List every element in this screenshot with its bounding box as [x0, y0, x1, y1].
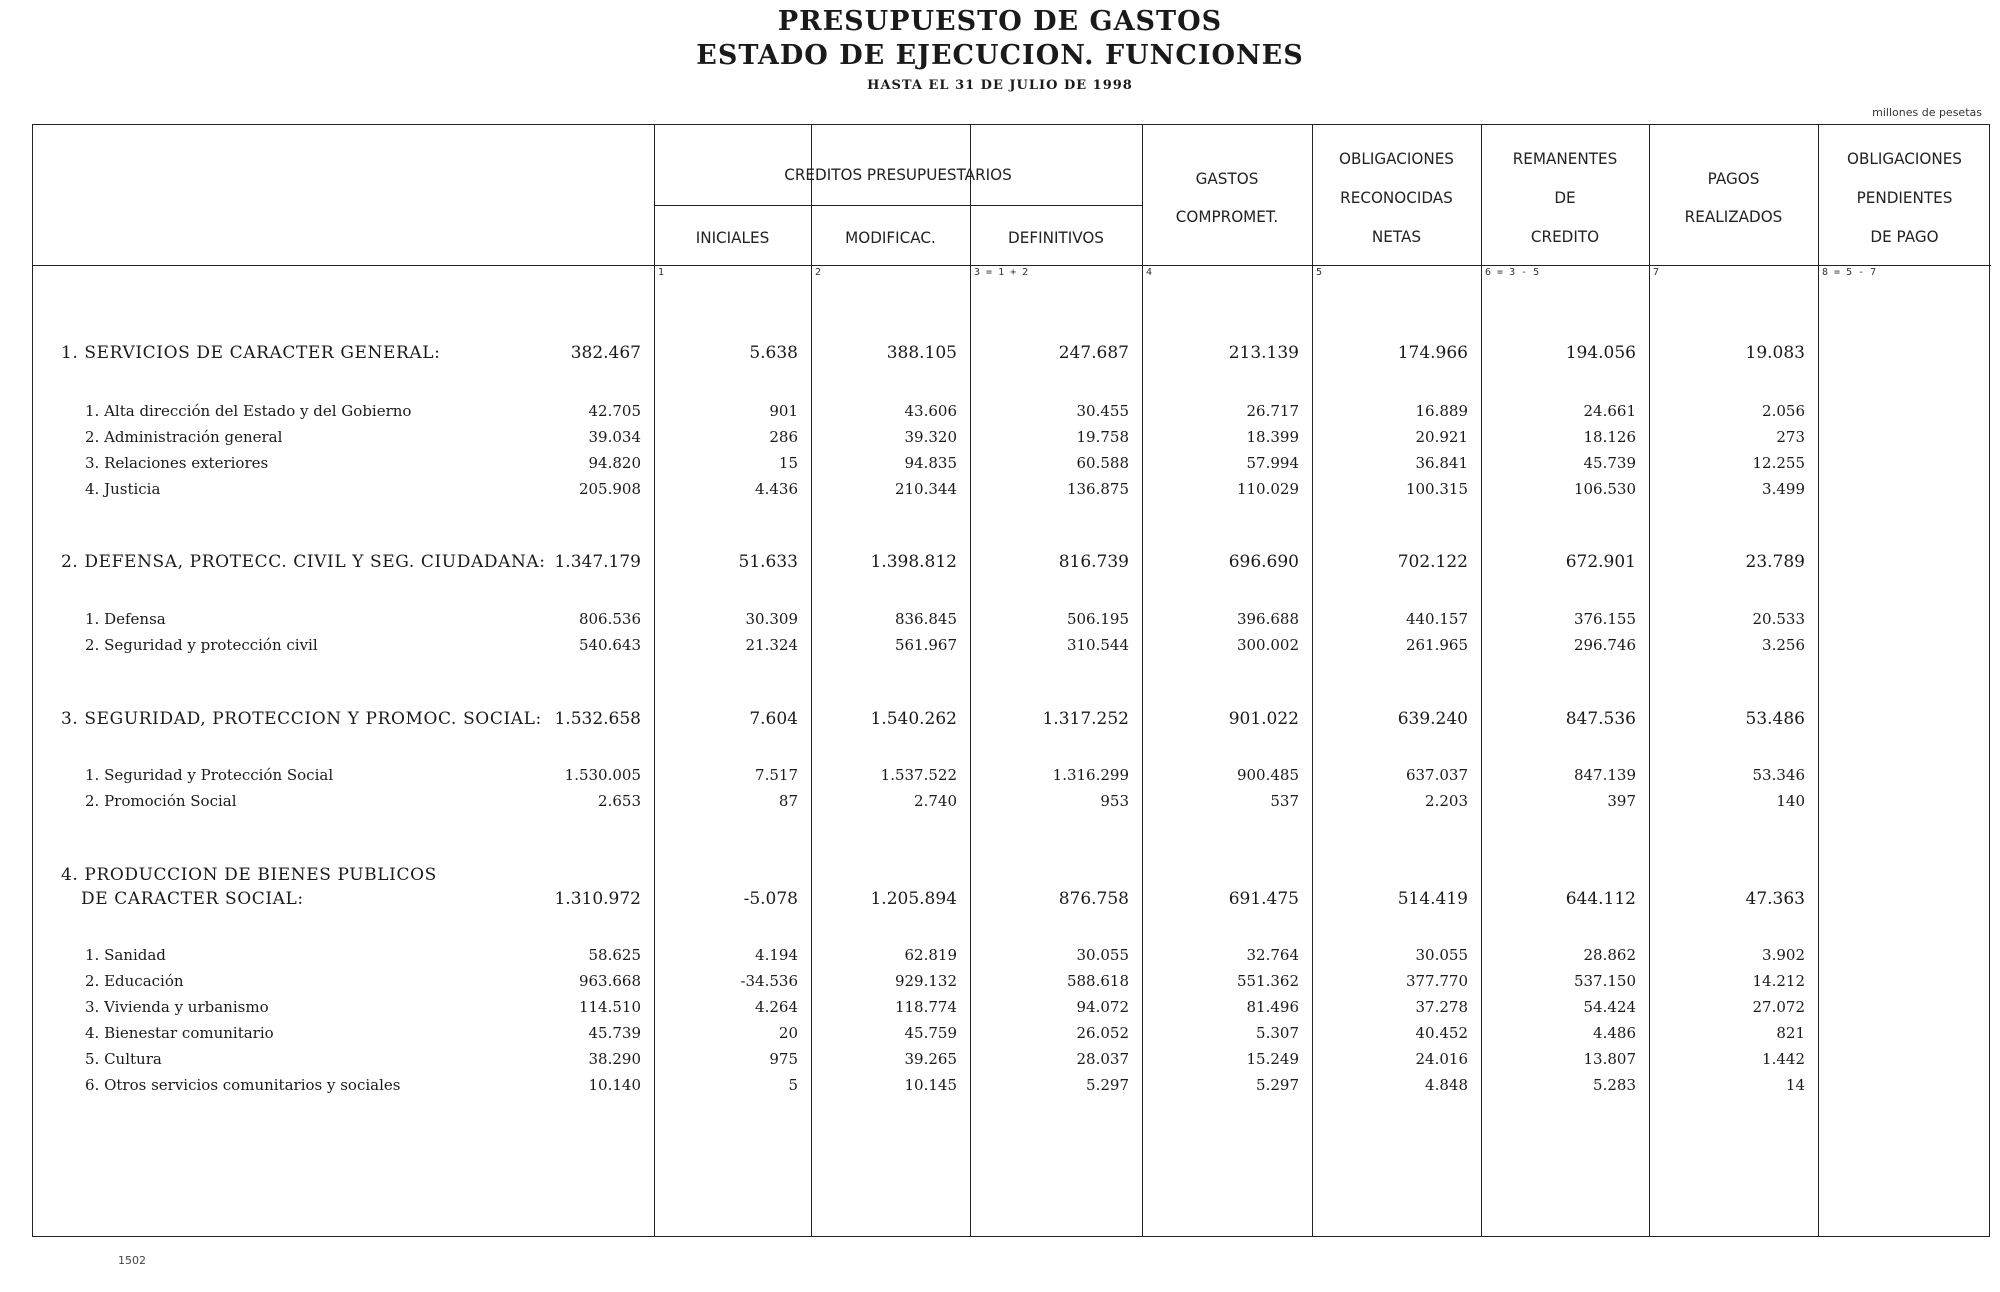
cell-pagos: 106.530: [1573, 480, 1636, 498]
cell-remanentes: 16.889: [1415, 402, 1468, 420]
cell-definitivos: 45.759: [904, 1024, 957, 1042]
table-row: [33, 946, 1991, 968]
header-de: DE: [1554, 188, 1576, 207]
cell-obligaciones: 5.307: [1256, 1024, 1299, 1042]
cell-pagos: 4.486: [1593, 1024, 1636, 1042]
cell-obligaciones: 32.764: [1246, 946, 1299, 964]
execution-table: [32, 124, 1990, 1237]
cell-modificaciones: 30.309: [745, 610, 798, 628]
cell-gastos: 60.588: [1076, 454, 1129, 472]
cell-remanentes: 2.203: [1425, 792, 1468, 810]
header-pagos: PAGOS: [1707, 169, 1760, 188]
cell-gastos: 136.875: [1066, 480, 1129, 498]
cell-remanentes: 36.841: [1415, 454, 1468, 472]
row-label: 4. Justicia: [85, 480, 161, 498]
row-label: 4. Bienestar comunitario: [85, 1024, 274, 1042]
cell-obligaciones: 26.717: [1246, 402, 1299, 420]
table-row: [33, 709, 1991, 731]
cell-definitivos: 1.540.262: [870, 709, 957, 729]
table-row: [33, 998, 1991, 1020]
cell-definitivos: 43.606: [904, 402, 957, 420]
cell-pagos: 644.112: [1565, 889, 1636, 909]
cell-remanentes: 377.770: [1405, 972, 1468, 990]
cell-obligaciones: 5.297: [1256, 1076, 1299, 1094]
cell-obligaciones: 213.139: [1228, 343, 1299, 363]
cell-pendientes: 14: [1785, 1076, 1805, 1094]
header-de-pago: DE PAGO: [1870, 227, 1939, 246]
row-label: 2. Educación: [85, 972, 184, 990]
cell-remanentes: 24.016: [1415, 1050, 1468, 1068]
cell-iniciales: 10.140: [588, 1076, 641, 1094]
cell-gastos: 28.037: [1076, 1050, 1129, 1068]
cell-modificaciones: 15: [778, 454, 798, 472]
row-label: 1. Defensa: [85, 610, 166, 628]
cell-obligaciones: 537: [1270, 792, 1299, 810]
cell-iniciales: 1.530.005: [564, 766, 641, 784]
cell-definitivos: 62.819: [904, 946, 957, 964]
header-credito: CREDITO: [1530, 227, 1600, 246]
table-row: [33, 792, 1991, 814]
cell-modificaciones: 7.604: [749, 709, 798, 729]
cell-gastos: 247.687: [1058, 343, 1129, 363]
cell-pagos: 537.150: [1573, 972, 1636, 990]
cell-iniciales: 114.510: [578, 998, 641, 1016]
cell-pendientes: 3.256: [1762, 636, 1805, 654]
cell-iniciales: 1.347.179: [554, 552, 641, 572]
cell-modificaciones: 975: [769, 1050, 798, 1068]
cell-remanentes: 40.452: [1415, 1024, 1468, 1042]
header-obligaciones-pendientes: OBLIGACIONES: [1847, 149, 1962, 168]
cell-definitivos: 39.320: [904, 428, 957, 446]
cell-pendientes: 3.902: [1762, 946, 1805, 964]
cell-remanentes: 440.157: [1405, 610, 1468, 628]
cell-remanentes: 174.966: [1397, 343, 1468, 363]
header-obligaciones: OBLIGACIONES: [1339, 149, 1454, 168]
cell-definitivos: 118.774: [894, 998, 957, 1016]
cell-pendientes: 2.056: [1762, 402, 1805, 420]
cell-obligaciones: 901.022: [1228, 709, 1299, 729]
row-label: 5. Cultura: [85, 1050, 162, 1068]
cell-remanentes: 702.122: [1397, 552, 1468, 572]
cell-obligaciones: 300.002: [1236, 636, 1299, 654]
cell-gastos: 94.072: [1076, 998, 1129, 1016]
table-row: [33, 766, 1991, 788]
cell-definitivos: 388.105: [886, 343, 957, 363]
cell-iniciales: 963.668: [578, 972, 641, 990]
cell-modificaciones: 286: [769, 428, 798, 446]
cell-pagos: 13.807: [1583, 1050, 1636, 1068]
header-comprometidos: COMPROMET.: [1175, 207, 1279, 226]
cell-remanentes: 30.055: [1415, 946, 1468, 964]
cell-obligaciones: 551.362: [1236, 972, 1299, 990]
cell-iniciales: 42.705: [588, 402, 641, 420]
cell-definitivos: 10.145: [904, 1076, 957, 1094]
cell-obligaciones: 900.485: [1236, 766, 1299, 784]
cell-iniciales: 38.290: [588, 1050, 641, 1068]
column-number: 6 = 3 - 5: [1485, 267, 1540, 278]
cell-modificaciones: -5.078: [743, 889, 798, 909]
cell-pendientes: 53.346: [1752, 766, 1805, 784]
cell-gastos: 588.618: [1066, 972, 1129, 990]
cell-pendientes: 27.072: [1752, 998, 1805, 1016]
cell-definitivos: 1.537.522: [880, 766, 957, 784]
report-date-range: HASTA EL 31 DE JULIO DE 1998: [867, 78, 1133, 93]
cell-gastos: 26.052: [1076, 1024, 1129, 1042]
cell-pagos: 18.126: [1583, 428, 1636, 446]
table-row: [33, 552, 1991, 574]
table-row: [33, 889, 1991, 911]
column-number: 5: [1316, 267, 1323, 278]
cell-modificaciones: 20: [778, 1024, 798, 1042]
header-remanentes: REMANENTES: [1512, 149, 1618, 168]
header-iniciales: INICIALES: [695, 228, 770, 247]
cell-gastos: 1.317.252: [1042, 709, 1129, 729]
cell-pagos: 296.746: [1573, 636, 1636, 654]
cell-obligaciones: 110.029: [1236, 480, 1299, 498]
column-number: 2: [815, 267, 822, 278]
table-row: [33, 1024, 1991, 1046]
cell-obligaciones: 18.399: [1246, 428, 1299, 446]
cell-pagos: 376.155: [1573, 610, 1636, 628]
row-label: 1. Alta dirección del Estado y del Gobierno: [85, 402, 412, 420]
column-number: 7: [1653, 267, 1660, 278]
row-label: 3. Relaciones exteriores: [85, 454, 269, 472]
cell-modificaciones: 4.194: [755, 946, 798, 964]
cell-modificaciones: 51.633: [738, 552, 798, 572]
cell-pagos: 45.739: [1583, 454, 1636, 472]
row-label: 2. Promoción Social: [85, 792, 237, 810]
report-title: PRESUPUESTO DE GASTOS: [777, 6, 1223, 37]
cell-pagos: 672.901: [1565, 552, 1636, 572]
cell-obligaciones: 696.690: [1228, 552, 1299, 572]
table-row: [33, 1076, 1991, 1098]
cell-definitivos: 1.205.894: [870, 889, 957, 909]
cell-definitivos: 929.132: [894, 972, 957, 990]
table-row: [33, 1050, 1991, 1072]
cell-gastos: 30.455: [1076, 402, 1129, 420]
cell-iniciales: 58.625: [588, 946, 641, 964]
table-row: [33, 454, 1991, 476]
cell-pagos: 24.661: [1583, 402, 1636, 420]
page-number: 1502: [118, 1254, 146, 1267]
row-label: 3. Vivienda y urbanismo: [85, 998, 269, 1016]
cell-pendientes: 140: [1776, 792, 1805, 810]
cell-pendientes: 47.363: [1745, 889, 1805, 909]
cell-pagos: 397: [1607, 792, 1636, 810]
column-number: 3 = 1 + 2: [974, 267, 1029, 278]
cell-definitivos: 1.398.812: [870, 552, 957, 572]
cell-iniciales: 1.532.658: [554, 709, 641, 729]
cell-remanentes: 261.965: [1405, 636, 1468, 654]
table-row: [33, 972, 1991, 994]
header-reconocidas: RECONOCIDAS: [1340, 188, 1453, 207]
report-subtitle: ESTADO DE EJECUCION. FUNCIONES: [696, 40, 1304, 71]
cell-modificaciones: 901: [769, 402, 798, 420]
row-label: 1. Sanidad: [85, 946, 166, 964]
cell-obligaciones: 57.994: [1246, 454, 1299, 472]
cell-gastos: 310.544: [1066, 636, 1129, 654]
row-label: 1. Seguridad y Protección Social: [85, 766, 334, 784]
cell-modificaciones: 5: [788, 1076, 798, 1094]
cell-remanentes: 100.315: [1405, 480, 1468, 498]
cell-pendientes: 53.486: [1745, 709, 1805, 729]
cell-gastos: 19.758: [1076, 428, 1129, 446]
header-gastos: GASTOS: [1195, 169, 1259, 188]
cell-iniciales: 1.310.972: [554, 889, 641, 909]
cell-remanentes: 37.278: [1415, 998, 1468, 1016]
cell-gastos: 30.055: [1076, 946, 1129, 964]
table-row: [33, 636, 1991, 658]
cell-modificaciones: 21.324: [745, 636, 798, 654]
table-row: [33, 610, 1991, 632]
cell-pendientes: 273: [1776, 428, 1805, 446]
header-definitivos: DEFINITIVOS: [1008, 228, 1104, 247]
row-label: 1. SERVICIOS DE CARACTER GENERAL:: [61, 343, 441, 363]
table-row-label-line1: [33, 865, 1991, 887]
cell-iniciales: 39.034: [588, 428, 641, 446]
cell-definitivos: 561.967: [894, 636, 957, 654]
cell-modificaciones: 4.264: [755, 998, 798, 1016]
cell-definitivos: 210.344: [894, 480, 957, 498]
cell-iniciales: 205.908: [578, 480, 641, 498]
cell-obligaciones: 396.688: [1236, 610, 1299, 628]
cell-modificaciones: 7.517: [755, 766, 798, 784]
table-row: [33, 402, 1991, 424]
cell-iniciales: 382.467: [570, 343, 641, 363]
row-label: 4. PRODUCCION DE BIENES PUBLICOS: [61, 865, 437, 885]
row-label: 3. SEGURIDAD, PROTECCION Y PROMOC. SOCIAL:: [61, 709, 542, 729]
cell-pagos: 847.139: [1573, 766, 1636, 784]
table-row: [33, 480, 1991, 502]
cell-modificaciones: 87: [778, 792, 798, 810]
cell-obligaciones: 15.249: [1246, 1050, 1299, 1068]
cell-pendientes: 23.789: [1745, 552, 1805, 572]
cell-pagos: 847.536: [1565, 709, 1636, 729]
cell-remanentes: 4.848: [1425, 1076, 1468, 1094]
cell-gastos: 876.758: [1058, 889, 1129, 909]
cell-gastos: 506.195: [1066, 610, 1129, 628]
table-row: [33, 343, 1991, 365]
cell-pagos: 5.283: [1593, 1076, 1636, 1094]
cell-gastos: 953: [1100, 792, 1129, 810]
header-netas: NETAS: [1371, 227, 1422, 246]
column-number: 4: [1146, 267, 1153, 278]
row-label: 6. Otros servicios comunitarios y sociales: [85, 1076, 401, 1094]
cell-iniciales: 806.536: [578, 610, 641, 628]
table-row: [33, 428, 1991, 450]
column-number: 1: [658, 267, 665, 278]
header-creditos-presupuestarios: CREDITOS PRESUPUESTARIOS: [784, 165, 1012, 184]
header-bottom-line: [33, 265, 1991, 266]
cell-pendientes: 14.212: [1752, 972, 1805, 990]
header-realizados: REALIZADOS: [1684, 207, 1783, 226]
header-pendientes: PENDIENTES: [1856, 188, 1953, 207]
units-note: millones de pesetas: [1872, 106, 1982, 119]
cell-iniciales: 2.653: [598, 792, 641, 810]
cell-gastos: 1.316.299: [1052, 766, 1129, 784]
row-label-continued: DE CARACTER SOCIAL:: [81, 889, 304, 909]
column-number: 8 = 5 - 7: [1822, 267, 1877, 278]
cell-modificaciones: -34.536: [740, 972, 798, 990]
cell-pagos: 54.424: [1583, 998, 1636, 1016]
cell-pendientes: 19.083: [1745, 343, 1805, 363]
cell-pendientes: 12.255: [1752, 454, 1805, 472]
row-label: 2. Seguridad y protección civil: [85, 636, 318, 654]
cell-gastos: 5.297: [1086, 1076, 1129, 1094]
cell-remanentes: 20.921: [1415, 428, 1468, 446]
cell-remanentes: 514.419: [1397, 889, 1468, 909]
cell-iniciales: 45.739: [588, 1024, 641, 1042]
cell-remanentes: 639.240: [1397, 709, 1468, 729]
cell-pendientes: 1.442: [1762, 1050, 1805, 1068]
row-label: 2. Administración general: [85, 428, 283, 446]
cell-definitivos: 94.835: [904, 454, 957, 472]
cell-iniciales: 540.643: [578, 636, 641, 654]
row-label: 2. DEFENSA, PROTECC. CIVIL Y SEG. CIUDADANA:: [61, 552, 546, 572]
cell-modificaciones: 5.638: [749, 343, 798, 363]
cell-pendientes: 821: [1776, 1024, 1805, 1042]
cell-iniciales: 94.820: [588, 454, 641, 472]
cell-pagos: 28.862: [1583, 946, 1636, 964]
cell-pendientes: 3.499: [1762, 480, 1805, 498]
cell-definitivos: 2.740: [914, 792, 957, 810]
cell-definitivos: 39.265: [904, 1050, 957, 1068]
cell-pagos: 194.056: [1565, 343, 1636, 363]
cell-pendientes: 20.533: [1752, 610, 1805, 628]
cell-gastos: 816.739: [1058, 552, 1129, 572]
cell-remanentes: 637.037: [1405, 766, 1468, 784]
cell-obligaciones: 81.496: [1246, 998, 1299, 1016]
cell-obligaciones: 691.475: [1228, 889, 1299, 909]
cell-definitivos: 836.845: [894, 610, 957, 628]
header-modificaciones: MODIFICAC.: [845, 228, 936, 247]
cell-modificaciones: 4.436: [755, 480, 798, 498]
header-group-divider: [654, 205, 1142, 206]
